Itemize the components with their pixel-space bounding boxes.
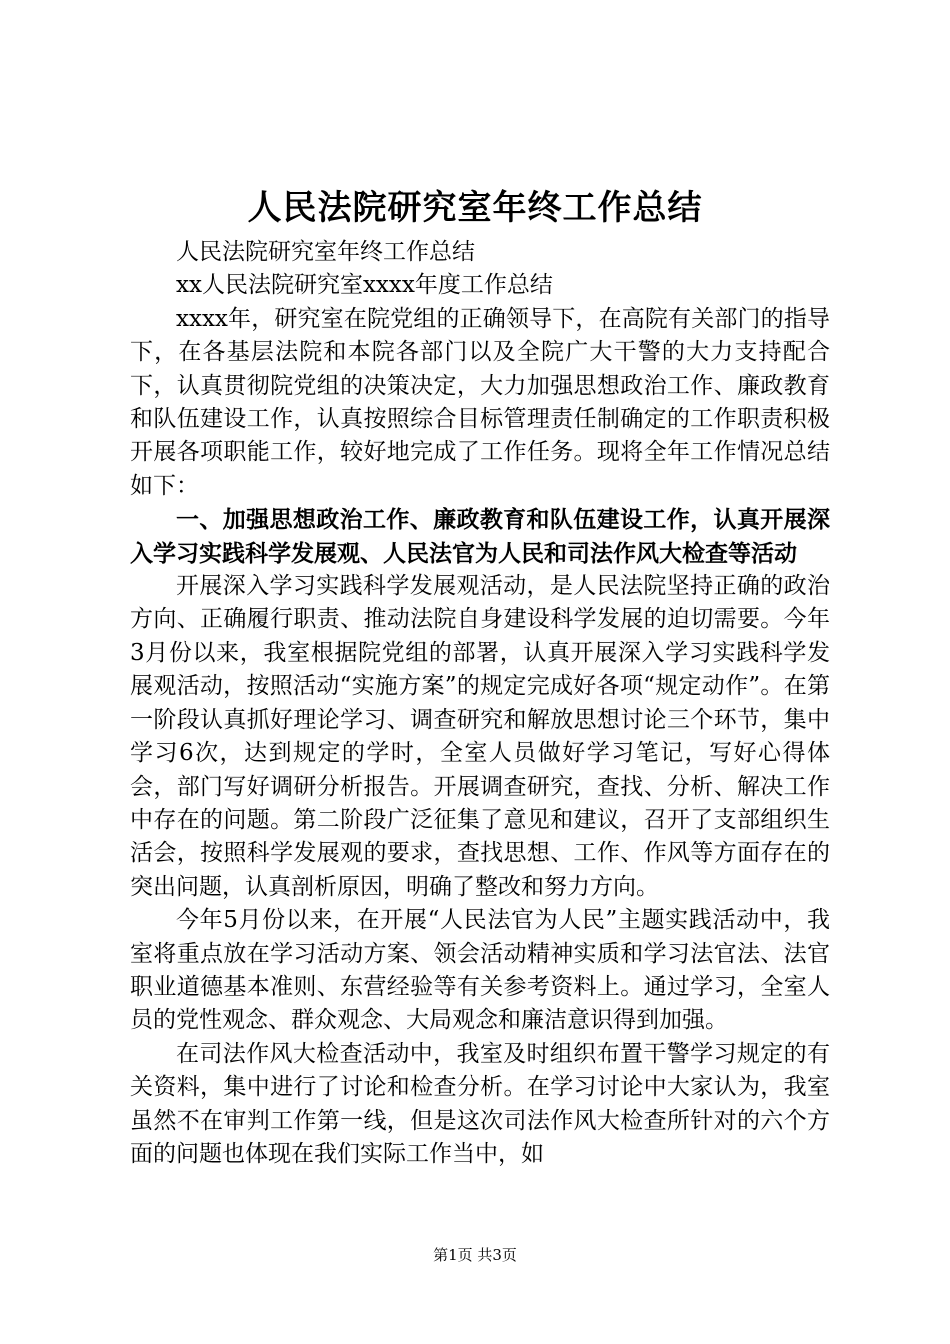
paragraph-science-development: 开展深入学习实践科学发展观活动，是人民法院坚持正确的政治方向、正确履行职责、推动法院自身建设科学发展的迫切需要。今年3月份以来，我室根据院党组的部署，认真开展深入学习实践科学发展观活动，按照活动“实施方案”的规定完成好各项“规定动作”。在第一阶段认真抓好理论学习、调查研究和解放思想讨论三个环节，集中学习6次，达到规定的学时，全室人员做好学习笔记，写好心得体会，部门写好调研分析报告。开展调查研究，查找、分析、解决工作中存在的问题。第二阶段广泛征集了意见和建议，召开了支部组织生活会，按照科学发展观的要求，查找思想、工作、作风等方面存在的突出问题，认真剖析原因，明确了整改和努力方向。 [130,573,830,900]
paragraph-judicial-style: 在司法作风大检查活动中，我室及时组织布置干警学习规定的有关资料，集中进行了讨论和检查分析。在学习讨论中大家认为，我室虽然不在审判工作第一线，但是这次司法作风大检查所针对的六个方面的问题也体现在我们实际工作当中，如 [130,1040,830,1167]
page-number-footer: 第1页 共3页 [433,1246,517,1264]
section-heading-1: 一、加强思想政治工作、廉政教育和队伍建设工作，认真开展深入学习实践科学发展观、人民法官为人民和司法作风大检查等活动 [130,506,830,567]
document-title: 人民法院研究室年终工作总结 [247,188,703,228]
document-body [130,236,830,1171]
paragraph-intro: xxxx年，研究室在院党组的正确领导下，在高院有关部门的指导下，在各基层法院和本院各部门以及全院广大干警的大力支持配合下，认真贯彻院党组的决策决定，大力加强思想政治工作、廉政教育和队伍建设工作，认真按照综合目标管理责任制确定的工作职责积极开展各项职能工作，较好地完成了工作任务。现将全年工作情况总结如下： [130,305,830,499]
paragraph-judges-for-people: 今年5月份以来，在开展“人民法官为人民”主题实践活动中，我室将重点放在学习活动方案、领会活动精神实质和学习法官法、法官职业道德基本准则、东营经验等有关参考资料上。通过学习，全室人员的党性观念、群众观念、大局观念和廉洁意识得到加强。 [130,907,830,1034]
paragraph-report-title: xx人民法院研究室xxxx年度工作总结 [176,272,553,299]
paragraph-subtitle: 人民法院研究室年终工作总结 [176,239,475,265]
